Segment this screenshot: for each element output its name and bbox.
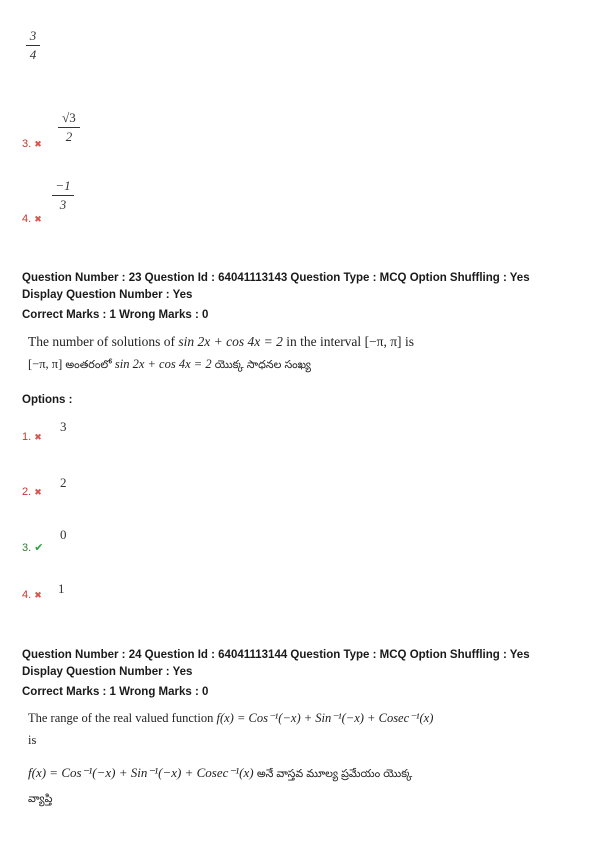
q23-text-english <box>28 334 414 350</box>
q24-header-line2: Display Question Number : Yes <box>22 666 193 678</box>
text-segment: The range of the real valued function <box>28 711 214 725</box>
cross-icon: ✖ <box>34 487 42 497</box>
q23-option-1-value: 3 <box>60 419 67 434</box>
option-number: 2. <box>22 486 32 498</box>
option-number: 4. <box>22 589 32 601</box>
q24-text-telugu-line2: వ్యాప్తి <box>28 793 53 805</box>
fraction-numerator: √3 <box>62 110 76 125</box>
math-interval: [−π, π] <box>364 334 402 349</box>
q24-marks: Correct Marks : 1 Wrong Marks : 0 <box>22 686 209 698</box>
q24-text-english-line2 <box>28 733 36 748</box>
check-icon: ✔ <box>34 542 44 554</box>
fraction-numerator: −1 <box>55 178 71 193</box>
fraction-bar <box>26 45 40 46</box>
cross-icon: ✖ <box>34 139 42 149</box>
prev-option-4-fraction <box>52 178 74 213</box>
q23-text-telugu <box>28 357 311 374</box>
q23-header-line1: Question Number : 23 Question Id : 64041113143 Question Type : MCQ Option Shuffling : Yes <box>22 272 530 284</box>
cross-icon: ✖ <box>34 432 42 442</box>
text-segment: అనే వాస్తవ మూల్య ప్రమేయం యొక్క <box>256 768 413 780</box>
math-expression: f(x) = Cos⁻¹(−x) + Sin⁻¹(−x) + Cosec⁻¹(x) <box>28 765 254 780</box>
cross-icon: ✖ <box>34 590 42 600</box>
text-segment: in the interval <box>286 334 362 349</box>
q23-option-2-label <box>22 486 42 498</box>
math-expression: sin 2x + cos 4x = 2 <box>178 334 283 349</box>
math-expression: sin 2x + cos 4x = 2 <box>114 357 212 371</box>
option-number: 3. <box>22 138 32 150</box>
cross-icon: ✖ <box>34 214 42 224</box>
option-number: 1. <box>22 431 32 443</box>
fraction-denominator: 4 <box>29 47 37 62</box>
q23-marks: Correct Marks : 1 Wrong Marks : 0 <box>22 309 209 321</box>
prev-option-4-label <box>22 213 42 225</box>
text-segment: is <box>28 733 37 747</box>
math-expression: f(x) = Cos⁻¹(−x) + Sin⁻¹(−x) + Cosec⁻¹(x) <box>216 711 434 725</box>
prev-option-3-label <box>22 138 42 150</box>
option-number: 4. <box>22 213 32 225</box>
q24-text-telugu <box>28 765 412 783</box>
q23-options-label: Options : <box>22 394 73 406</box>
text-segment: The number of solutions of <box>28 334 175 349</box>
q23-option-1-label <box>22 431 42 443</box>
q23-option-3-value: 0 <box>60 527 67 542</box>
q24-text-english <box>28 710 433 726</box>
fraction-numerator: 3 <box>29 28 37 43</box>
text-segment: అంతరంలో <box>65 359 112 371</box>
q23-option-4-label <box>22 589 42 601</box>
math-interval: [−π, π] <box>28 357 63 371</box>
prev-option-2-fraction <box>26 28 40 63</box>
fraction-bar <box>58 127 80 128</box>
q23-option-4-value: 1 <box>58 581 65 596</box>
option-number: 3. <box>22 542 32 554</box>
fraction-bar <box>52 195 74 196</box>
fraction-denominator: 2 <box>65 129 73 144</box>
text-segment: యొక్క సాధనల సంఖ్య <box>214 359 311 371</box>
q24-header-line1: Question Number : 24 Question Id : 64041113144 Question Type : MCQ Option Shuffling : Yes <box>22 649 530 661</box>
q23-header-line2: Display Question Number : Yes <box>22 289 193 301</box>
text-segment: is <box>404 334 414 349</box>
q23-option-2-value: 2 <box>60 475 67 490</box>
q23-option-3-label <box>22 541 43 554</box>
fraction-denominator: 3 <box>59 197 67 212</box>
prev-option-3-fraction <box>58 110 80 145</box>
